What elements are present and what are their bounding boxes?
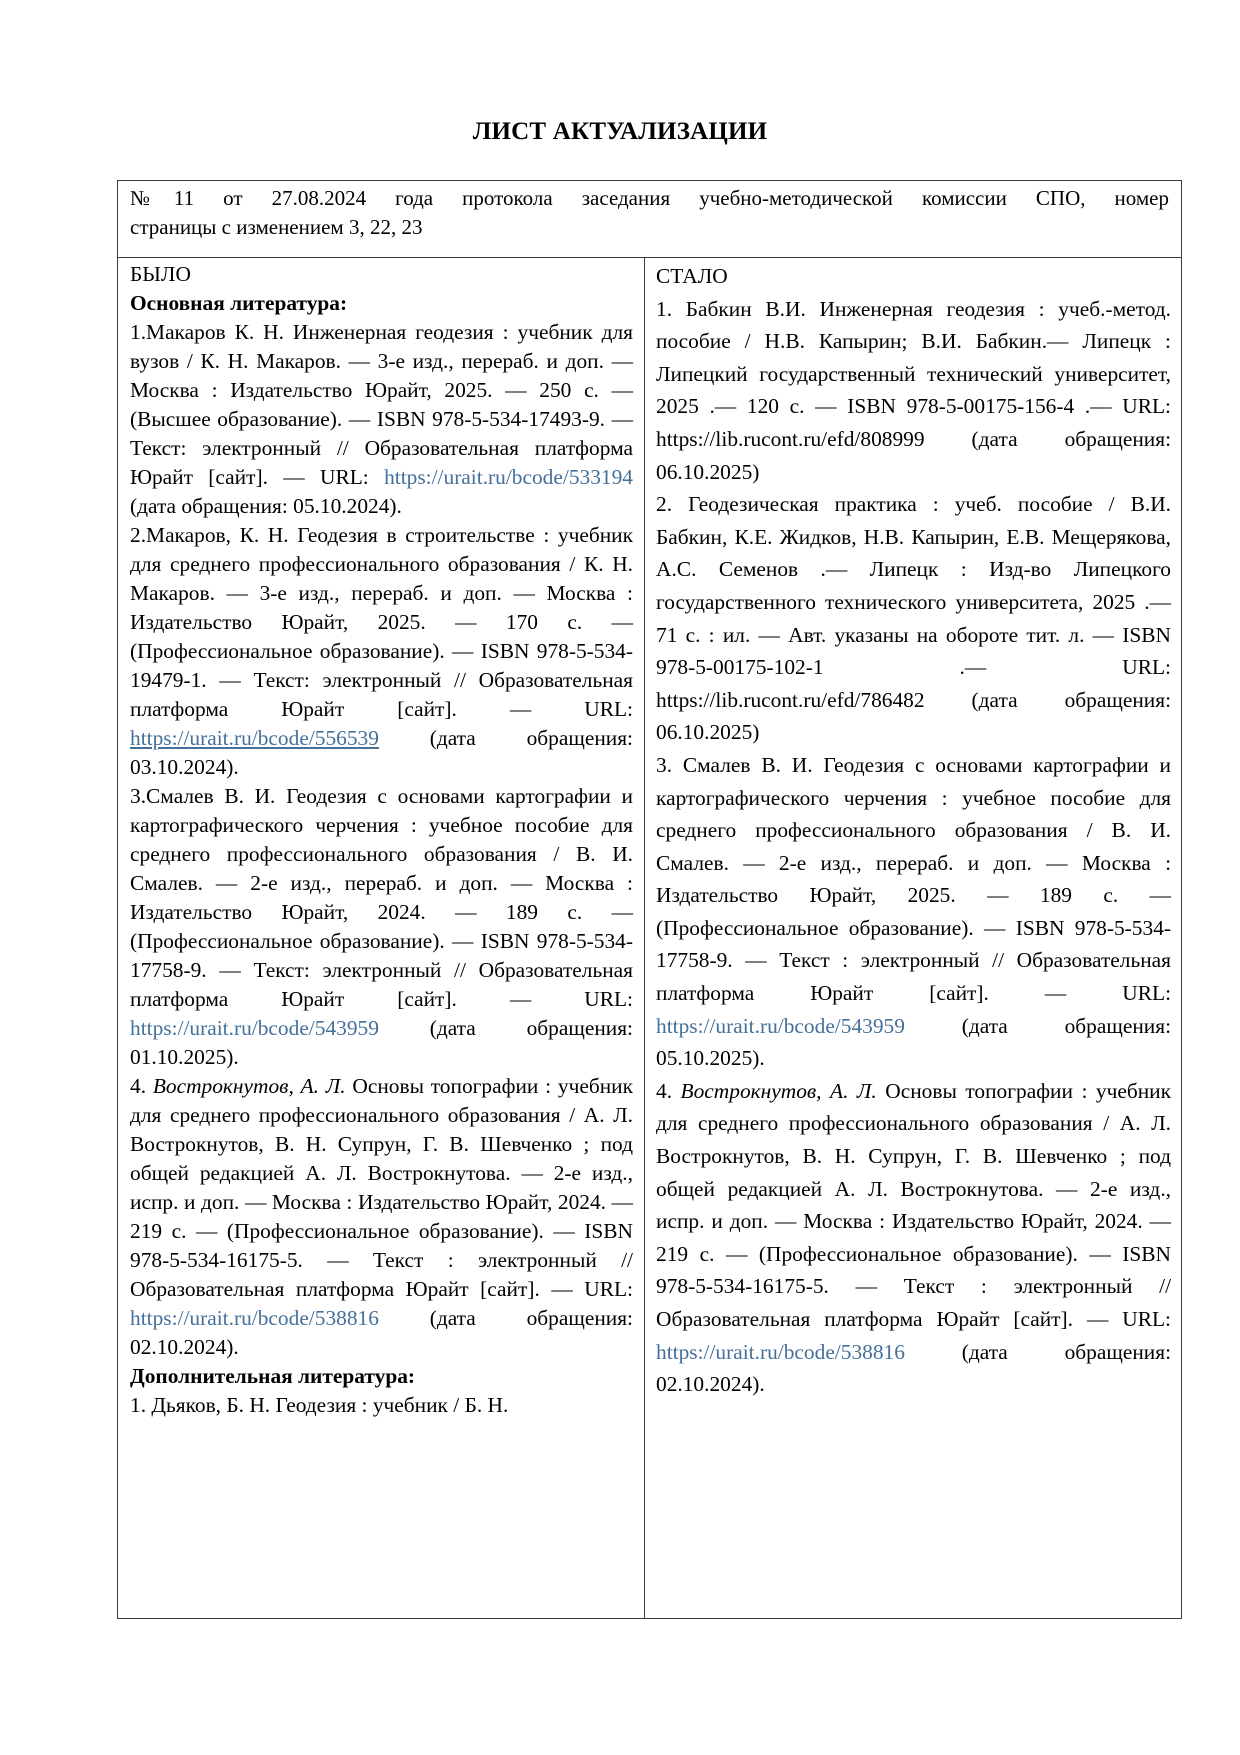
- entry-access-date: (дата обращения: 01.10.2025).: [130, 1016, 633, 1069]
- update-sheet-table: [117, 180, 1182, 1619]
- entry-text: Основы топографии : учебник для среднего профессионального образования / А. Л. Вострокнутов, В. Н. Супрун, Г. В. Шевченко ; под общей редакцией А. Л. Вострокнутова. — 2-е изд., испр. и доп. — Москва : Издательство Юрайт, 2024. — 219 с. — (Профессиональное образование). — ISBN 978-5-534-16175-5. — Текст : электронный // Образовательная платформа Юрайт [сайт]. — URL:: [656, 1078, 1172, 1331]
- entry-text: Геодезия в строительстве : учебник для среднего профессионального образования / К. Н. Макаров. — 3-е изд., перераб. и доп. — Москва : Издательство Юрайт, 2025. — 170 с. — (Профессиональное образование). — ISBN 978-5-534-19479-1. — Текст: электронный // Образовательная платформа Юрайт [сайт]. — URL:: [130, 523, 633, 721]
- entry-url-link[interactable]: https://urait.ru/bcode/538816: [656, 1339, 905, 1364]
- became-cell: [645, 258, 1182, 1619]
- was-label: БЫЛО: [130, 262, 191, 286]
- entry-access-date: (дата обращения: 02.10.2024).: [130, 1306, 633, 1359]
- entry-url-link[interactable]: https://urait.ru/bcode/543959: [130, 1016, 379, 1040]
- entry-author: 3.Смалев В. И.: [130, 784, 276, 808]
- became-label: СТАЛО: [656, 264, 728, 288]
- document-title: ЛИСТ АКТУАЛИЗАЦИИ: [472, 118, 768, 145]
- became-entry-1: 1. Бабкин В.И. Инженерная геодезия : учеб.-метод. пособие / Н.В. Капырин; В.И. Бабкин.— Липецк : Липецкий государственный технический университет, 2025 .— 120 с. — ISBN 978-5-00175-156-4 .— URL: https://lib.rucont.ru/efd/808999 (дата обращения: 06.10.2025): [656, 296, 1172, 484]
- protocol-line-2: страницы с изменением 3, 22, 23: [130, 215, 423, 239]
- entry-url-link[interactable]: https://urait.ru/bcode/543959: [656, 1013, 905, 1038]
- entry-url-link[interactable]: https://urait.ru/bcode/556539: [130, 726, 379, 750]
- was-cell: [118, 258, 645, 1619]
- became-entry-2: 2. Геодезическая практика : учеб. пособие / В.И. Бабкин, К.Е. Жидков, Н.В. Капырин, Е.В. Мещерякова, А.С. Семенов .— Липецк : Изд-во Липецкого государственного технического университета, 2025 .— 71 с. : ил. — Авт. указаны на обороте тит. л. — ISBN 978-5-00175-102-1 .— URL: https://lib.rucont.ru/efd/786482 (дата обращения: 06.10.2025): [656, 492, 1172, 745]
- protocol-line-1: №11 от 27.08.2024 года протокола заседания учебно-методической комиссии СПО, номер: [130, 186, 1170, 210]
- additional-entry-1: 1. Дьяков, Б. Н. Геодезия : учебник / Б. Н.: [130, 1393, 509, 1417]
- was-entry-2: [130, 521, 633, 782]
- entry-author: Вострокнутов, А. Л.: [152, 1074, 346, 1098]
- entry-url-link[interactable]: https://urait.ru/bcode/533194: [384, 465, 633, 489]
- became-entry-4: [656, 1075, 1171, 1401]
- entry-access-date: (дата обращения: 05.10.2025).: [656, 1013, 1172, 1071]
- additional-literature-heading: Дополнительная литература:: [130, 1364, 416, 1388]
- entry-text: Инженерная геодезия : учебник для вузов / К. Н. Макаров. — 3-е изд., перераб. и доп. — Москва : Издательство Юрайт, 2025. — 250 с. — (Высшее образование). — ISBN 978-5-534-17493-9. — Текст: электронный // Образовательная платформа Юрайт [сайт]. — URL:: [130, 320, 633, 489]
- protocol-cell: [118, 181, 1182, 258]
- was-entry-1: [130, 318, 633, 521]
- was-column: [118, 258, 644, 1618]
- entry-text: Геодезия с основами картографии и картографического черчения : учебное пособие для среднего профессионального образования / В. И. Смалев. — 2-е изд., перераб. и доп. — Москва : Издательство Юрайт, 2024. — 189 с. — (Профессиональное образование). — ISBN 978-5-534-17758-9. — Текст: электронный // Образовательная платформа Юрайт [сайт]. — URL:: [130, 784, 633, 1011]
- protocol-row: [118, 181, 1182, 258]
- became-entry-3: [656, 749, 1171, 1075]
- entry-author: 1.Макаров К. Н.: [130, 320, 284, 344]
- entry-access-date: (дата обращения: 03.10.2024).: [130, 726, 633, 779]
- entry-author: 3. Смалев В. И.: [656, 752, 813, 777]
- entry-number: 4.: [656, 1078, 681, 1103]
- main-literature-heading: Основная литература:: [130, 291, 348, 315]
- entry-author: Вострокнутов, А. Л.: [680, 1078, 877, 1103]
- entry-number: 4.: [130, 1074, 153, 1098]
- comparison-row: [118, 258, 1182, 1619]
- was-entry-4: [130, 1072, 633, 1362]
- entry-access-date: (дата обращения: 02.10.2024).: [656, 1339, 1172, 1397]
- entry-text: Основы топографии : учебник для среднего профессионального образования / А. Л. Вострокнутов, В. Н. Супрун, Г. В. Шевченко ; под общей редакцией А. Л. Вострокнутова. — 2-е изд., испр. и доп. — Москва : Издательство Юрайт, 2024. — 219 с. — (Профессиональное образование). — ISBN 978-5-534-16175-5. — Текст : электронный // Образовательная платформа Юрайт [сайт]. — URL:: [130, 1074, 633, 1301]
- was-entry-3: [130, 782, 633, 1072]
- entry-url-link[interactable]: https://urait.ru/bcode/538816: [130, 1306, 379, 1330]
- became-column: [645, 258, 1181, 1618]
- entry-text: Геодезия с основами картографии и картографического черчения : учебное пособие для среднего профессионального образования / В. И. Смалев. — 2-е изд., перераб. и доп. — Москва : Издательство Юрайт, 2025. — 189 с. — (Профессиональное образование). — ISBN 978-5-534-17758-9. — Текст : электронный // Образовательная платформа Юрайт [сайт]. — URL:: [656, 752, 1172, 1006]
- entry-author: 2.Макаров, К. Н.: [130, 523, 289, 547]
- entry-access-date: (дата обращения: 05.10.2024).: [130, 494, 402, 518]
